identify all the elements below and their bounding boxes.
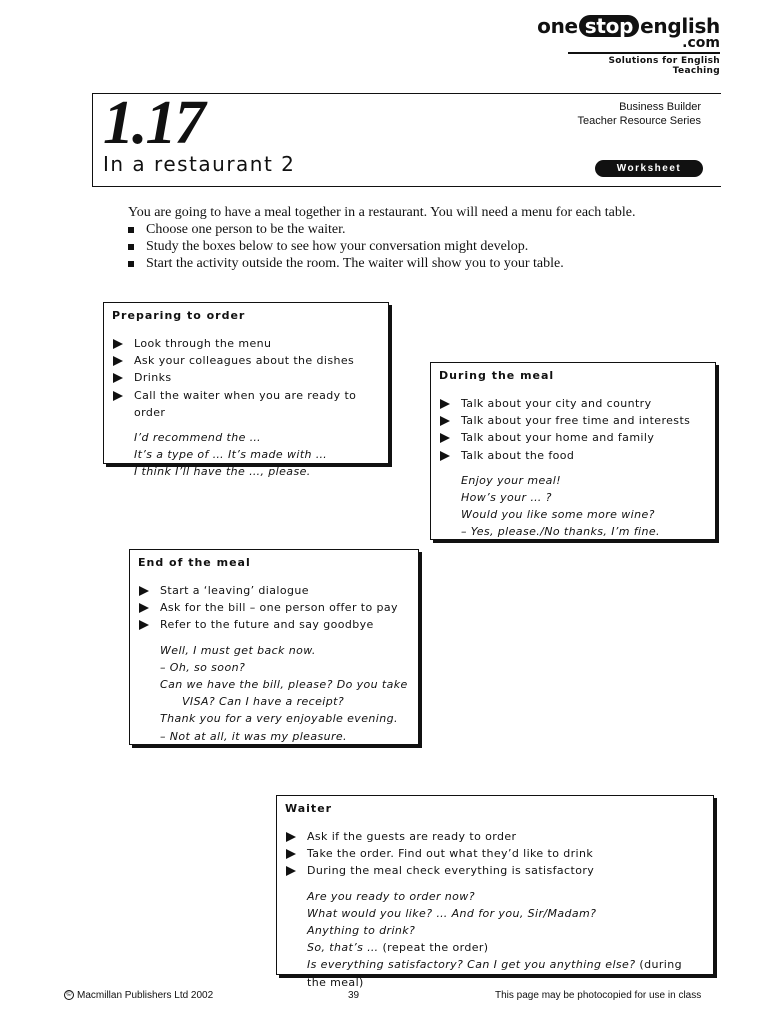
preparing-to-order-box [103,302,389,479]
logo-english: english [640,14,720,38]
copyright-notice [64,990,213,1001]
copyright-text: Macmillan Publishers Ltd 2002 [77,990,214,1001]
phrase: – Not at all, it was my pleasure. [160,729,347,743]
phrase: Would you like some more wine? [461,508,655,522]
intro-bullet: Choose one person to be the waiter. [128,221,635,238]
list-item: Talk about your home and family [439,429,707,446]
page-title: In a restaurant 2 [103,152,296,176]
logo-com: .com [682,35,720,51]
series-subtitle: Teacher Resource Series [577,115,701,127]
copyright-icon: © [64,990,74,1000]
arrow-bullet-icon [113,339,123,349]
arrow-bullet-icon [440,433,450,443]
phrase [307,939,705,956]
task-list [285,828,705,880]
phrase: Well, I must get back now. [160,643,316,657]
box-title: End of the meal [138,556,251,569]
phrase: Can we have the bill, please? Do you take [160,678,408,692]
list-item: Call the waiter when you are ready to order [112,387,380,421]
box-title: Preparing to order [112,309,246,322]
phrase: VISA? Can I have a receipt? [182,695,345,709]
box-title: During the meal [439,369,555,382]
phrase-text: So, that’s … [307,941,379,955]
arrow-bullet-icon [113,356,123,366]
phrase-list [138,642,410,745]
arrow-bullet-icon [139,586,149,596]
phrase: How’s your … ? [461,491,552,505]
arrow-bullet-icon [440,451,450,461]
header-box [92,89,721,187]
arrow-bullet-icon [440,416,450,426]
arrow-bullet-icon [440,399,450,409]
phrase-note: (during the meal) [307,958,682,989]
phrase: I think I’ll have the …, please. [134,465,311,479]
phrase-list [112,429,380,481]
list-item: Refer to the future and say goodbye [138,616,410,633]
phrase: – Oh, so soon? [160,660,246,674]
waiter-box [276,795,714,989]
list-item: During the meal check everything is satisfactory [285,862,705,879]
task-list [112,335,380,421]
logo-one: one [537,14,578,38]
list-item: Ask for the bill – one person offer to pay [138,599,410,616]
intro-instructions [128,204,635,272]
arrow-bullet-icon [286,849,296,859]
arrow-bullet-icon [286,866,296,876]
intro-bullet: Study the boxes below to see how your conversation might develop. [128,238,635,255]
list-item: Drinks [112,369,380,386]
onestopenglish-logo [537,14,720,50]
list-item: Talk about your free time and interests [439,412,707,429]
task-list [138,582,410,634]
series-name: Business Builder [619,101,701,113]
phrase-text: Is everything satisfactory? Can I get you anything else? [307,958,636,972]
list-item: Talk about the food [439,447,707,464]
arrow-bullet-icon [139,620,149,630]
phrase: It’s a type of … It’s made with … [134,448,328,462]
phrase: Thank you for a very enjoyable evening. [160,712,398,726]
list-item: Take the order. Find out what they’d like to drink [285,845,705,862]
logo-stop: stop [579,15,639,37]
arrow-bullet-icon [139,603,149,613]
arrow-bullet-icon [286,832,296,842]
phrase-list [439,472,707,541]
worksheet-badge: Worksheet [595,160,703,177]
phrase: Enjoy your meal! [461,473,562,487]
intro-bullet: Start the activity outside the room. The waiter will show you to your table. [128,255,635,272]
list-item: Talk about your city and country [439,395,707,412]
page-number: 39 [348,990,360,1001]
photocopy-note: This page may be photocopied for use in class [495,990,702,1001]
list-item: Ask if the guests are ready to order [285,828,705,845]
phrase-list [285,888,705,991]
task-list [439,395,707,464]
phrase-note: (repeat the order) [382,941,489,955]
list-item: Ask your colleagues about the dishes [112,352,380,369]
arrow-bullet-icon [113,373,123,383]
phrase [307,956,705,990]
phrase: What would you like? … And for you, Sir/Madam? [307,906,597,920]
during-the-meal-box [430,362,716,540]
list-item: Start a ‘leaving’ dialogue [138,582,410,599]
phrase: – Yes, please./No thanks, I’m fine. [461,525,660,539]
phrase: Anything to drink? [307,924,416,938]
logo-tagline: Solutions for English Teaching [608,56,720,76]
phrase: I’d recommend the … [134,431,262,445]
logo-divider [568,52,720,54]
intro-lead: You are going to have a meal together in a restaurant. You will need a menu for each table. [128,205,636,220]
unit-number: 1.17 [103,89,204,157]
phrase: Are you ready to order now? [307,889,475,903]
arrow-bullet-icon [113,391,123,401]
list-item: Look through the menu [112,335,380,352]
end-of-the-meal-box [129,549,419,745]
box-title: Waiter [285,802,333,815]
